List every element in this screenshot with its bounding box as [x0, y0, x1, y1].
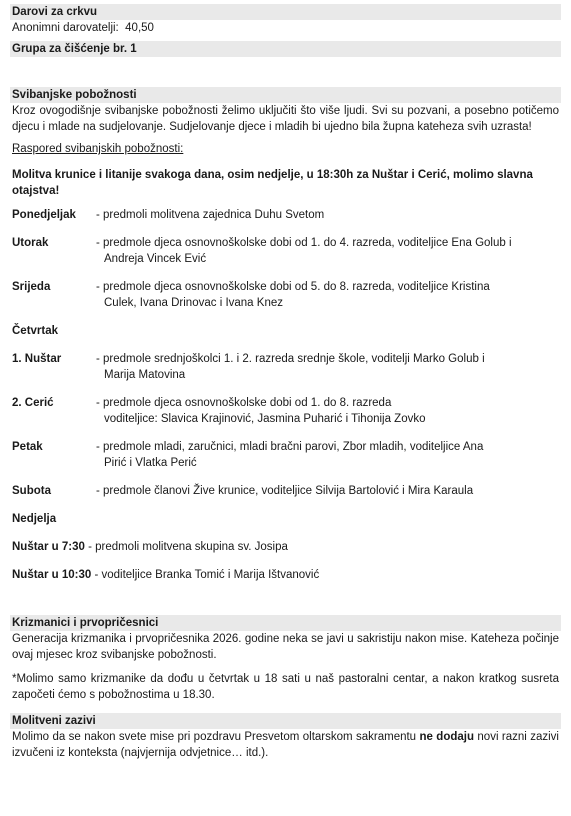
donations-anonymous-line [10, 20, 561, 36]
schedule-row-wednesday [10, 279, 561, 311]
schedule-desc: - predmole djeca osnovnoškolske dobi od 1. do 4. razreda, voditeljice Ena Golub i [96, 237, 512, 249]
schedule-day: Srijeda [12, 281, 51, 293]
prayer-note: Molitva krunice i litanije svakoga dana, osim nedjelje, u 18:30h za Nuštar i Cerić, molimo slavna otajstva! [12, 169, 533, 197]
schedule-desc-cont: Pirić i Vlatka Perić [104, 457, 197, 469]
schedule-desc: - predmole članovi Žive krunice, voditeljice Silvija Bartolović i Mira Karaula [96, 485, 474, 497]
schedule-row-saturday [10, 483, 561, 499]
prayers-text-after: novi razni zazivi izvučeni iz konteksta (najvjernija odvjetnice… itd.). [12, 731, 559, 759]
schedule-title: Raspored svibanjskih pobožnosti: [12, 143, 184, 155]
schedule-desc-block [96, 235, 559, 267]
confirmands-note: *Molimo samo krizmanike da dođu u četvrtak u 18 sati u naš pastoralni centar, a nakon kratkog susreta započeti ćemo s pobožnostima u 18.30. [12, 673, 559, 701]
donations-anonymous-amount: 40,50 [125, 22, 154, 34]
schedule-day: 2. Cerić [12, 397, 54, 409]
schedule-desc-cont: Culek, Ivana Drinovac i Ivana Knez [104, 297, 283, 309]
schedule-sunday-time: Nuštar u 7:30 [12, 541, 85, 553]
donations-anonymous-label: Anonimni darovatelji: [12, 22, 119, 34]
schedule-desc-cont: voditeljice: Slavica Krajinović, Jasmina Puharić i Tihonija Zovko [104, 413, 426, 425]
schedule-desc: - predmole djeca osnovnoškolske dobi od 5. do 8. razreda, voditeljice Kristina [96, 281, 490, 293]
prayers-text-emphasis: ne dodaju [419, 731, 474, 743]
schedule-row-thursday [10, 323, 561, 339]
schedule-desc-block [96, 395, 559, 427]
cleaning-group-heading: Grupa za čišćenje br. 1 [10, 41, 561, 57]
schedule-day: Petak [12, 441, 43, 453]
schedule-row-sunday-1030 [10, 567, 561, 583]
schedule-desc: - predmole srednjoškolci 1. i 2. razreda srednje škole, voditelji Marko Golub i [96, 353, 485, 365]
schedule-desc-cont: Andreja Vincek Ević [104, 253, 207, 265]
may-devotions-heading: Svibanjske pobožnosti [10, 87, 561, 103]
schedule-row-friday [10, 439, 561, 471]
schedule-row-thursday-ceric [10, 395, 561, 427]
schedule-day: 1. Nuštar [12, 353, 62, 365]
schedule-desc-cont: Marija Matovina [104, 369, 186, 381]
schedule-sunday-time: Nuštar u 10:30 [12, 569, 92, 581]
schedule-desc-block [96, 439, 559, 471]
schedule-day: Subota [12, 485, 51, 497]
schedule-desc: - predmole djeca osnovnoškolske dobi od 1. do 8. razreda [96, 397, 392, 409]
schedule-desc-block [96, 279, 559, 311]
schedule-row-thursday-nustar [10, 351, 561, 383]
schedule-desc: - predmole mladi, zaručnici, mladi bračni parovi, Zbor mladih, voditeljice Ana [96, 441, 484, 453]
schedule-row-sunday-730 [10, 539, 561, 555]
donations-heading: Darovi za crkvu [10, 4, 561, 20]
schedule-day: Nedjelja [12, 513, 57, 525]
schedule-desc-block [96, 351, 559, 383]
prayers-text-before: Molimo da se nakon svete mise pri pozdravu Presvetom oltarskom sakramentu [12, 731, 420, 743]
schedule-day: Ponedjeljak [12, 209, 76, 221]
schedule-row-tuesday [10, 235, 561, 267]
schedule-row-sunday [10, 511, 561, 527]
may-devotions-intro: Kroz ovogodišnje svibanjske pobožnosti želimo uključiti što više ljudi. Svi su pozvani, a posebno potičemo djecu i mlade na sudjelovanje. Sudjelovanje djece i mladih bi ujedno bila župna kateheza svih uzrasta! [12, 105, 559, 133]
confirmands-heading: Krizmanici i prvopričesnici [10, 615, 561, 631]
schedule-desc: - predmoli molitvena skupina sv. Josipa [88, 541, 288, 553]
schedule-day: Četvrtak [12, 325, 59, 337]
prayers-heading: Molitveni zazivi [10, 713, 561, 729]
schedule-desc: - voditeljice Branka Tomić i Marija Ištvanović [94, 569, 320, 581]
schedule-desc: - predmoli molitvena zajednica Duhu Svetom [96, 209, 325, 221]
confirmands-text: Generacija krizmanika i prvopričesnika 2026. godine neka se javi u sakristiju nakon mise. Kateheza počinje ovaj mjesec kroz svibanjske pobožnosti. [12, 633, 559, 661]
schedule-day: Utorak [12, 237, 49, 249]
prayers-text [10, 729, 561, 761]
schedule-row-monday [10, 207, 561, 223]
